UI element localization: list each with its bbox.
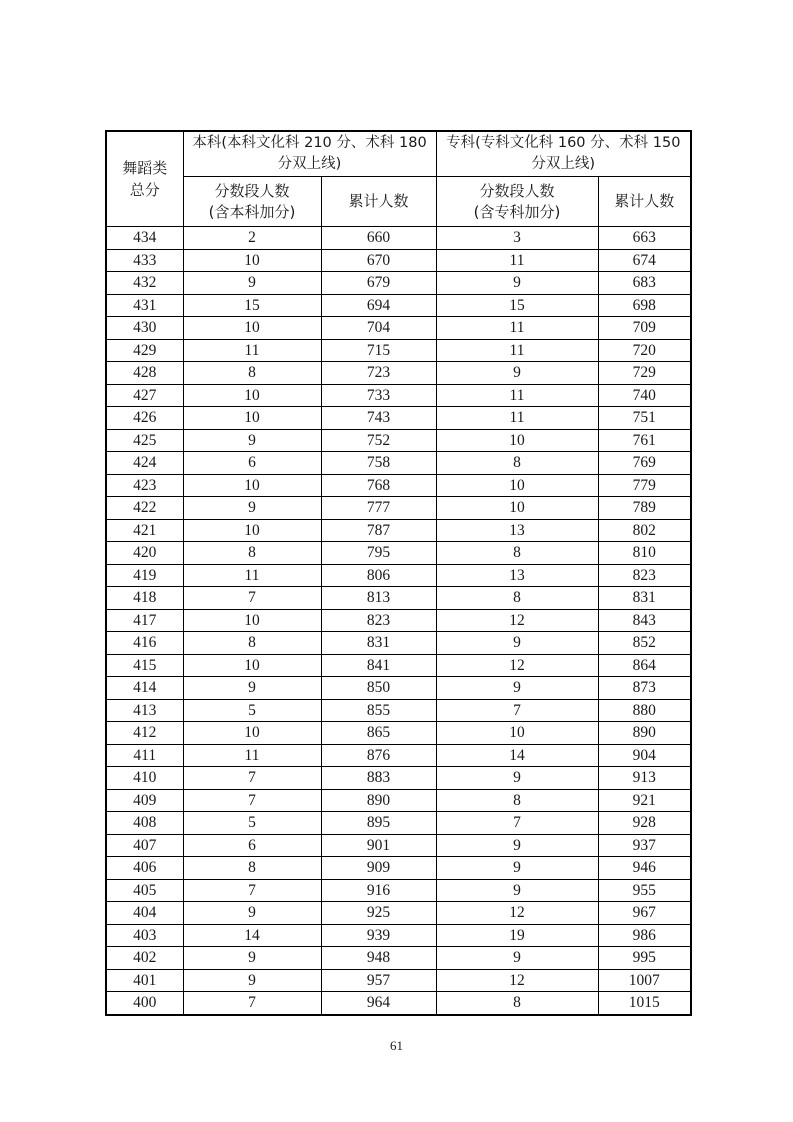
cell-zhuanke-cumulative: 683: [598, 272, 691, 295]
table-row: [106, 699, 691, 722]
cell-benke-cumulative: 752: [321, 429, 436, 452]
cell-benke-segment: 9: [183, 429, 321, 452]
cell-benke-cumulative: 865: [321, 722, 436, 745]
cell-benke-cumulative: 694: [321, 294, 436, 317]
cell-benke-segment: 14: [183, 924, 321, 947]
cell-benke-cumulative: 715: [321, 339, 436, 362]
table-row: [106, 969, 691, 992]
cell-zhuanke-cumulative: 674: [598, 249, 691, 272]
cell-benke-cumulative: 768: [321, 474, 436, 497]
cell-benke-segment: 8: [183, 542, 321, 565]
cell-benke-segment: 10: [183, 317, 321, 340]
cell-zhuanke-cumulative: 873: [598, 677, 691, 700]
cell-score: 416: [106, 632, 183, 655]
cell-benke-segment: 6: [183, 452, 321, 475]
cell-zhuanke-segment: 19: [436, 924, 598, 947]
cell-zhuanke-cumulative: 937: [598, 834, 691, 857]
cell-score: 419: [106, 564, 183, 587]
cell-zhuanke-segment: 8: [436, 587, 598, 610]
cell-zhuanke-cumulative: 890: [598, 722, 691, 745]
table-row: [106, 947, 691, 970]
cell-benke-cumulative: 964: [321, 992, 436, 1015]
header-zhuanke-segment-count: [436, 177, 598, 227]
cell-zhuanke-cumulative: 761: [598, 429, 691, 452]
cell-zhuanke-cumulative: 789: [598, 497, 691, 520]
table-row: [106, 744, 691, 767]
cell-zhuanke-cumulative: 995: [598, 947, 691, 970]
cell-benke-segment: 7: [183, 767, 321, 790]
table-row: [106, 272, 691, 295]
cell-score: 430: [106, 317, 183, 340]
table-row: [106, 519, 691, 542]
cell-zhuanke-cumulative: 913: [598, 767, 691, 790]
table-row: [106, 497, 691, 520]
cell-zhuanke-cumulative: 928: [598, 812, 691, 835]
cell-zhuanke-segment: 14: [436, 744, 598, 767]
table-row: [106, 429, 691, 452]
cell-benke-segment: 7: [183, 992, 321, 1015]
cell-zhuanke-cumulative: 802: [598, 519, 691, 542]
cell-zhuanke-segment: 11: [436, 249, 598, 272]
cell-zhuanke-segment: 10: [436, 497, 598, 520]
table-row: [106, 789, 691, 812]
header-zhuanke-segment-line2: (含专科加分): [473, 202, 561, 221]
cell-benke-cumulative: 850: [321, 677, 436, 700]
cell-score: 429: [106, 339, 183, 362]
cell-zhuanke-cumulative: 1007: [598, 969, 691, 992]
cell-zhuanke-segment: 9: [436, 947, 598, 970]
cell-score: 427: [106, 384, 183, 407]
cell-benke-segment: 8: [183, 857, 321, 880]
cell-zhuanke-cumulative: 810: [598, 542, 691, 565]
header-group-zhuanke-line1: 专科(专科文化科 160 分、术科 150: [446, 135, 681, 151]
cell-score: 424: [106, 452, 183, 475]
cell-zhuanke-segment: 13: [436, 564, 598, 587]
header-zhuanke-cumulative-line1: 累计人数: [614, 192, 675, 210]
cell-zhuanke-segment: 12: [436, 654, 598, 677]
cell-zhuanke-segment: 15: [436, 294, 598, 317]
cell-benke-cumulative: 758: [321, 452, 436, 475]
header-group-zhuanke: [436, 131, 691, 177]
cell-zhuanke-segment: 9: [436, 879, 598, 902]
table-row: [106, 362, 691, 385]
header-benke-segment-count: [183, 177, 321, 227]
cell-zhuanke-cumulative: 986: [598, 924, 691, 947]
cell-zhuanke-cumulative: 779: [598, 474, 691, 497]
header-score-line2: 总分: [129, 181, 160, 199]
table-row: [106, 407, 691, 430]
cell-zhuanke-segment: 10: [436, 429, 598, 452]
cell-benke-cumulative: 883: [321, 767, 436, 790]
table-row: [106, 452, 691, 475]
table-row: [106, 879, 691, 902]
header-group-zhuanke-line2: 分双上线): [531, 156, 596, 172]
cell-benke-segment: 6: [183, 834, 321, 857]
cell-zhuanke-cumulative: 831: [598, 587, 691, 610]
header-score-column: [106, 131, 183, 227]
cell-zhuanke-segment: 9: [436, 767, 598, 790]
cell-score: 401: [106, 969, 183, 992]
cell-score: 411: [106, 744, 183, 767]
table-row: [106, 992, 691, 1015]
cell-zhuanke-cumulative: 823: [598, 564, 691, 587]
cell-zhuanke-cumulative: 843: [598, 609, 691, 632]
header-zhuanke-segment-line1: 分数段人数: [479, 181, 555, 200]
table-row: [106, 722, 691, 745]
cell-benke-cumulative: 841: [321, 654, 436, 677]
cell-benke-segment: 8: [183, 632, 321, 655]
cell-benke-segment: 10: [183, 407, 321, 430]
cell-zhuanke-segment: 9: [436, 834, 598, 857]
table-row: [106, 609, 691, 632]
cell-zhuanke-segment: 9: [436, 857, 598, 880]
cell-score: 433: [106, 249, 183, 272]
cell-benke-segment: 9: [183, 947, 321, 970]
cell-score: 423: [106, 474, 183, 497]
header-benke-cumulative-line1: 累计人数: [348, 192, 409, 210]
cell-benke-cumulative: 925: [321, 902, 436, 925]
cell-benke-cumulative: 743: [321, 407, 436, 430]
cell-zhuanke-segment: 8: [436, 992, 598, 1015]
cell-zhuanke-cumulative: 955: [598, 879, 691, 902]
cell-score: 415: [106, 654, 183, 677]
cell-zhuanke-segment: 7: [436, 812, 598, 835]
cell-score: 400: [106, 992, 183, 1015]
cell-benke-cumulative: 948: [321, 947, 436, 970]
cell-score: 412: [106, 722, 183, 745]
cell-score: 405: [106, 879, 183, 902]
table-row: [106, 317, 691, 340]
table-row: [106, 924, 691, 947]
table-row: [106, 587, 691, 610]
cell-score: 409: [106, 789, 183, 812]
header-score-line1: 舞蹈类: [122, 159, 168, 177]
cell-zhuanke-cumulative: 880: [598, 699, 691, 722]
cell-zhuanke-cumulative: 751: [598, 407, 691, 430]
header-benke-segment-line1: 分数段人数: [214, 181, 290, 200]
table-row: [106, 857, 691, 880]
cell-zhuanke-cumulative: 864: [598, 654, 691, 677]
cell-benke-cumulative: 890: [321, 789, 436, 812]
cell-benke-segment: 2: [183, 227, 321, 250]
cell-benke-segment: 7: [183, 789, 321, 812]
cell-score: 418: [106, 587, 183, 610]
cell-benke-segment: 9: [183, 969, 321, 992]
table-header: [106, 131, 691, 227]
cell-zhuanke-cumulative: 852: [598, 632, 691, 655]
cell-zhuanke-segment: 11: [436, 384, 598, 407]
table-row: [106, 632, 691, 655]
cell-zhuanke-segment: 8: [436, 789, 598, 812]
cell-zhuanke-segment: 7: [436, 699, 598, 722]
header-benke-cumulative-count: [321, 177, 436, 227]
cell-score: 426: [106, 407, 183, 430]
cell-zhuanke-cumulative: 729: [598, 362, 691, 385]
cell-benke-cumulative: 806: [321, 564, 436, 587]
header-group-benke-line1: 本科(本科文化科 210 分、术科 180: [192, 135, 427, 151]
cell-benke-segment: 10: [183, 722, 321, 745]
cell-benke-cumulative: 670: [321, 249, 436, 272]
cell-benke-cumulative: 901: [321, 834, 436, 857]
cell-benke-cumulative: 723: [321, 362, 436, 385]
table-row: [106, 249, 691, 272]
cell-benke-segment: 7: [183, 587, 321, 610]
cell-zhuanke-segment: 9: [436, 677, 598, 700]
table-row: [106, 677, 691, 700]
cell-zhuanke-segment: 11: [436, 317, 598, 340]
cell-benke-segment: 10: [183, 654, 321, 677]
cell-benke-cumulative: 777: [321, 497, 436, 520]
cell-zhuanke-segment: 11: [436, 407, 598, 430]
cell-benke-cumulative: 813: [321, 587, 436, 610]
cell-benke-segment: 9: [183, 497, 321, 520]
table-row: [106, 654, 691, 677]
header-group-benke-line2: 分双上线): [277, 156, 342, 172]
cell-zhuanke-cumulative: 921: [598, 789, 691, 812]
cell-score: 406: [106, 857, 183, 880]
table-row: [106, 834, 691, 857]
cell-benke-cumulative: 895: [321, 812, 436, 835]
cell-zhuanke-segment: 12: [436, 969, 598, 992]
cell-benke-cumulative: 660: [321, 227, 436, 250]
cell-benke-cumulative: 704: [321, 317, 436, 340]
cell-zhuanke-cumulative: 904: [598, 744, 691, 767]
cell-score: 422: [106, 497, 183, 520]
table-row: [106, 564, 691, 587]
header-row-groups: [106, 131, 691, 177]
cell-zhuanke-segment: 12: [436, 902, 598, 925]
table-row: [106, 227, 691, 250]
cell-score: 425: [106, 429, 183, 452]
cell-score: 414: [106, 677, 183, 700]
table-row: [106, 542, 691, 565]
cell-zhuanke-cumulative: 769: [598, 452, 691, 475]
cell-zhuanke-cumulative: 709: [598, 317, 691, 340]
cell-score: 402: [106, 947, 183, 970]
cell-score: 421: [106, 519, 183, 542]
cell-score: 404: [106, 902, 183, 925]
cell-zhuanke-segment: 9: [436, 272, 598, 295]
cell-zhuanke-cumulative: 946: [598, 857, 691, 880]
cell-benke-segment: 9: [183, 902, 321, 925]
cell-zhuanke-segment: 11: [436, 339, 598, 362]
cell-zhuanke-cumulative: 663: [598, 227, 691, 250]
header-group-benke: [183, 131, 436, 177]
cell-benke-segment: 5: [183, 699, 321, 722]
table-row: [106, 812, 691, 835]
cell-zhuanke-cumulative: 740: [598, 384, 691, 407]
cell-score: 403: [106, 924, 183, 947]
table-body: [106, 227, 691, 1015]
cell-zhuanke-segment: 8: [436, 452, 598, 475]
cell-benke-segment: 8: [183, 362, 321, 385]
cell-zhuanke-cumulative: 1015: [598, 992, 691, 1015]
cell-score: 434: [106, 227, 183, 250]
cell-score: 420: [106, 542, 183, 565]
cell-score: 417: [106, 609, 183, 632]
cell-zhuanke-segment: 13: [436, 519, 598, 542]
cell-benke-segment: 11: [183, 339, 321, 362]
cell-zhuanke-segment: 9: [436, 632, 598, 655]
cell-benke-cumulative: 831: [321, 632, 436, 655]
cell-benke-cumulative: 795: [321, 542, 436, 565]
cell-benke-cumulative: 876: [321, 744, 436, 767]
cell-benke-segment: 11: [183, 564, 321, 587]
cell-score: 407: [106, 834, 183, 857]
cell-benke-cumulative: 916: [321, 879, 436, 902]
score-distribution-table: [105, 130, 692, 1016]
cell-zhuanke-cumulative: 720: [598, 339, 691, 362]
cell-zhuanke-segment: 10: [436, 722, 598, 745]
header-row-subcolumns: [106, 177, 691, 227]
cell-score: 413: [106, 699, 183, 722]
cell-benke-segment: 5: [183, 812, 321, 835]
cell-benke-segment: 11: [183, 744, 321, 767]
cell-score: 432: [106, 272, 183, 295]
cell-benke-segment: 10: [183, 519, 321, 542]
cell-zhuanke-segment: 10: [436, 474, 598, 497]
cell-benke-cumulative: 909: [321, 857, 436, 880]
cell-benke-cumulative: 679: [321, 272, 436, 295]
cell-benke-cumulative: 939: [321, 924, 436, 947]
cell-benke-segment: 10: [183, 384, 321, 407]
cell-benke-segment: 7: [183, 879, 321, 902]
table-row: [106, 474, 691, 497]
table-row: [106, 767, 691, 790]
table-row: [106, 384, 691, 407]
cell-benke-segment: 9: [183, 272, 321, 295]
table-row: [106, 294, 691, 317]
cell-benke-cumulative: 957: [321, 969, 436, 992]
cell-score: 428: [106, 362, 183, 385]
cell-zhuanke-cumulative: 967: [598, 902, 691, 925]
table-row: [106, 902, 691, 925]
cell-benke-cumulative: 823: [321, 609, 436, 632]
header-zhuanke-cumulative-count: [598, 177, 691, 227]
cell-score: 410: [106, 767, 183, 790]
cell-zhuanke-cumulative: 698: [598, 294, 691, 317]
cell-score: 408: [106, 812, 183, 835]
cell-benke-segment: 10: [183, 474, 321, 497]
header-benke-segment-line2: (含本科加分): [208, 202, 296, 221]
cell-zhuanke-segment: 8: [436, 542, 598, 565]
table-row: [106, 339, 691, 362]
cell-benke-segment: 10: [183, 249, 321, 272]
cell-benke-cumulative: 733: [321, 384, 436, 407]
cell-zhuanke-segment: 12: [436, 609, 598, 632]
cell-benke-segment: 10: [183, 609, 321, 632]
score-distribution-table-container: [105, 130, 690, 1016]
cell-benke-cumulative: 787: [321, 519, 436, 542]
page-number: 61: [390, 1038, 403, 1053]
cell-benke-segment: 9: [183, 677, 321, 700]
cell-benke-cumulative: 855: [321, 699, 436, 722]
cell-zhuanke-segment: 3: [436, 227, 598, 250]
cell-zhuanke-segment: 9: [436, 362, 598, 385]
cell-score: 431: [106, 294, 183, 317]
cell-benke-segment: 15: [183, 294, 321, 317]
